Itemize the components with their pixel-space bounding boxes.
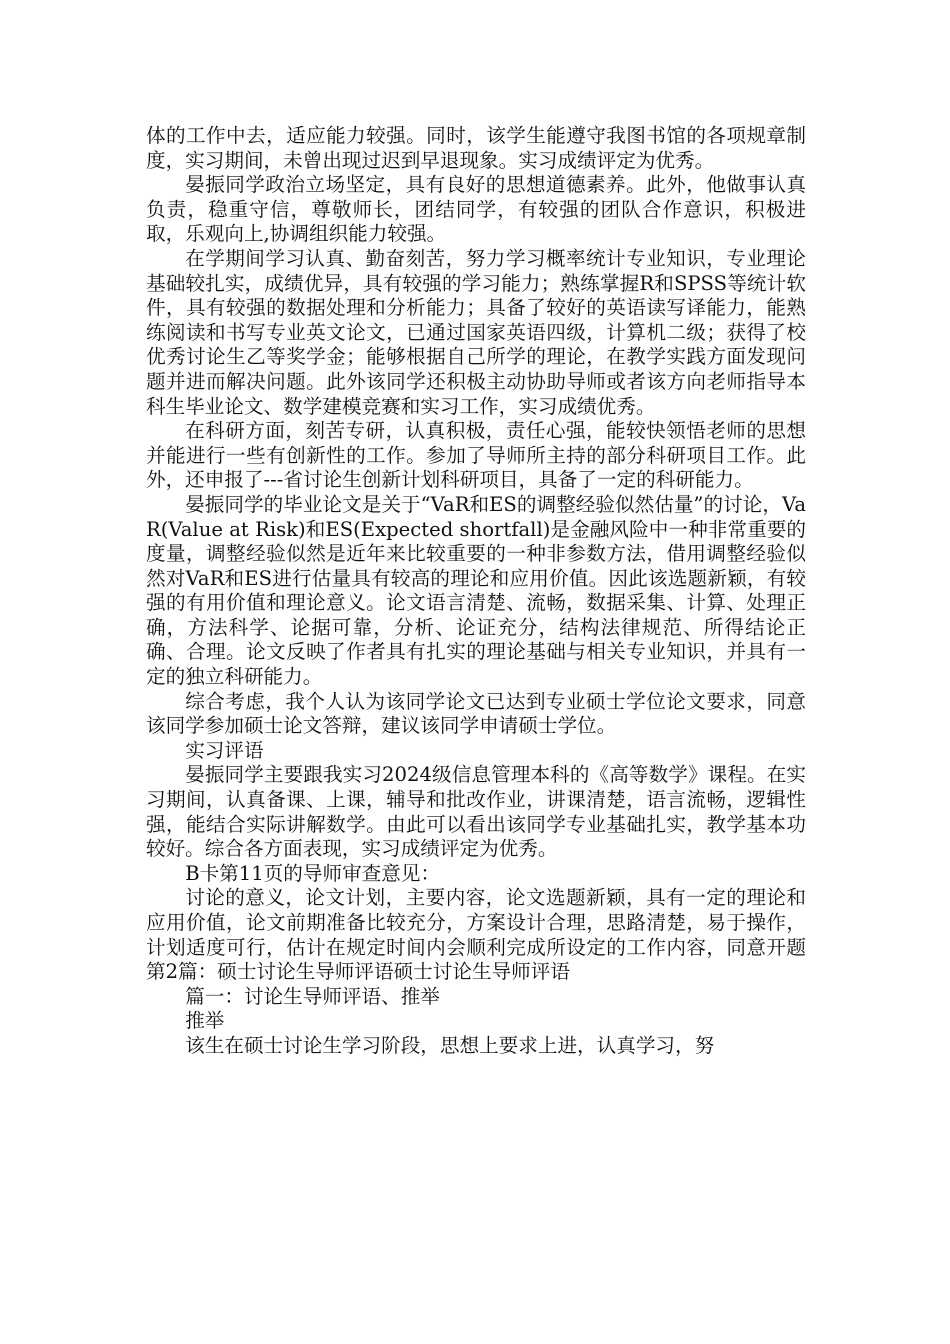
paragraph-proposal-review: 讨论的意义，论文计划，主要内容，论文选题新颖，具有一定的理论和应用价值，论文前期准备比较充分，方案设计合理，思路清楚，易于操作，计划适度可行，估计在规定时间内会顺利完成所设定的工作内容，同意开题第2篇：硕士讨论生导师评语硕士讨论生导师评语: [146, 886, 806, 984]
heading-internship-comment: 实习评语: [185, 738, 264, 762]
paragraph-thesis-review: 晏振同学的毕业论文是关于“VaR和ES的调整经验似然估量”的讨论，VaR(Value at Risk)和ES(Expected shortfall)是金融风险中一种非常重要的度量，调整经验似然是近年来比较重要的一种非参数方法，借用调整经验似然对VaR和ES进行估量具有较高的理论和应用价值。因此该选题新颖，有较强的有用价值和理论意义。论文语言清楚、流畅，数据采集、计算、处理正确，方法科学、论据可靠，分析、论证充分，结构法律规范、所得结论正确、合理。论文反映了作者具有扎实的理论基础与相关专业知识，并具有一定的独立科研能力。: [146, 492, 806, 689]
heading-recommendation: 推举: [185, 1009, 225, 1033]
document-page: [146, 124, 806, 1059]
paragraph-recommendation-start: 该生在硕士讨论生学习阶段，思想上要求上进，认真学习，努: [185, 1033, 715, 1057]
heading-b-card-review: B卡第11页的导师审查意见：: [185, 861, 441, 885]
paragraph-conclusion: 综合考虑，我个人认为该同学论文已达到专业硕士学位论文要求，同意该同学参加硕士论文答辩，建议该同学申请硕士学位。: [146, 689, 806, 738]
paragraph-study-performance: 在学期间学习认真、勤奋刻苦，努力学习概率统计专业知识，专业理论基础较扎实，成绩优异，具有较强的学习能力；熟练掌握R和SPSS等统计软件，具有较强的数据处理和分析能力；具备了较好的英语读写译能力，能熟练阅读和书写专业英文论文，已通过国家英语四级，计算机二级；获得了校优秀讨论生乙等奖学金；能够根据自己所学的理论，在教学实践方面发现问题并进而解决问题。此外该同学还积极主动协助导师或者该方向老师指导本科生毕业论文、数学建模竞赛和实习工作，实习成绩优秀。: [146, 246, 806, 418]
paragraph-work-adaptability: 体的工作中去，适应能力较强。同时，该学生能遵守我图书馆的各项规章制度，实习期间，未曾出现过迟到早退现象。实习成绩评定为优秀。: [146, 124, 806, 172]
paragraph-research: 在科研方面，刻苦专研，认真积极，责任心强，能较快领悟老师的思想并能进行一些有创新性的工作。参加了导师所主持的部分科研项目工作。此外，还申报了---省讨论生创新计划科研项目，具备了一定的科研能力。: [146, 419, 806, 492]
paragraph-political-stance: 晏振同学政治立场坚定，具有良好的思想道德素养。此外，他做事认真负责，稳重守信，尊敬师长，团结同学，有较强的团队合作意识，积极进取，乐观向上,协调组织能力较强。: [146, 173, 806, 246]
heading-article-one: 篇一：讨论生导师评语、推举: [185, 984, 440, 1008]
paragraph-internship: 晏振同学主要跟我实习2024级信息管理本科的《高等数学》课程。在实习期间，认真备课、上课，辅导和批改作业，讲课清楚，语言流畅，逻辑性强，能结合实际讲解数学。由此可以看出该同学专业基础扎实，教学基本功较好。综合各方面表现，实习成绩评定为优秀。: [146, 763, 806, 861]
